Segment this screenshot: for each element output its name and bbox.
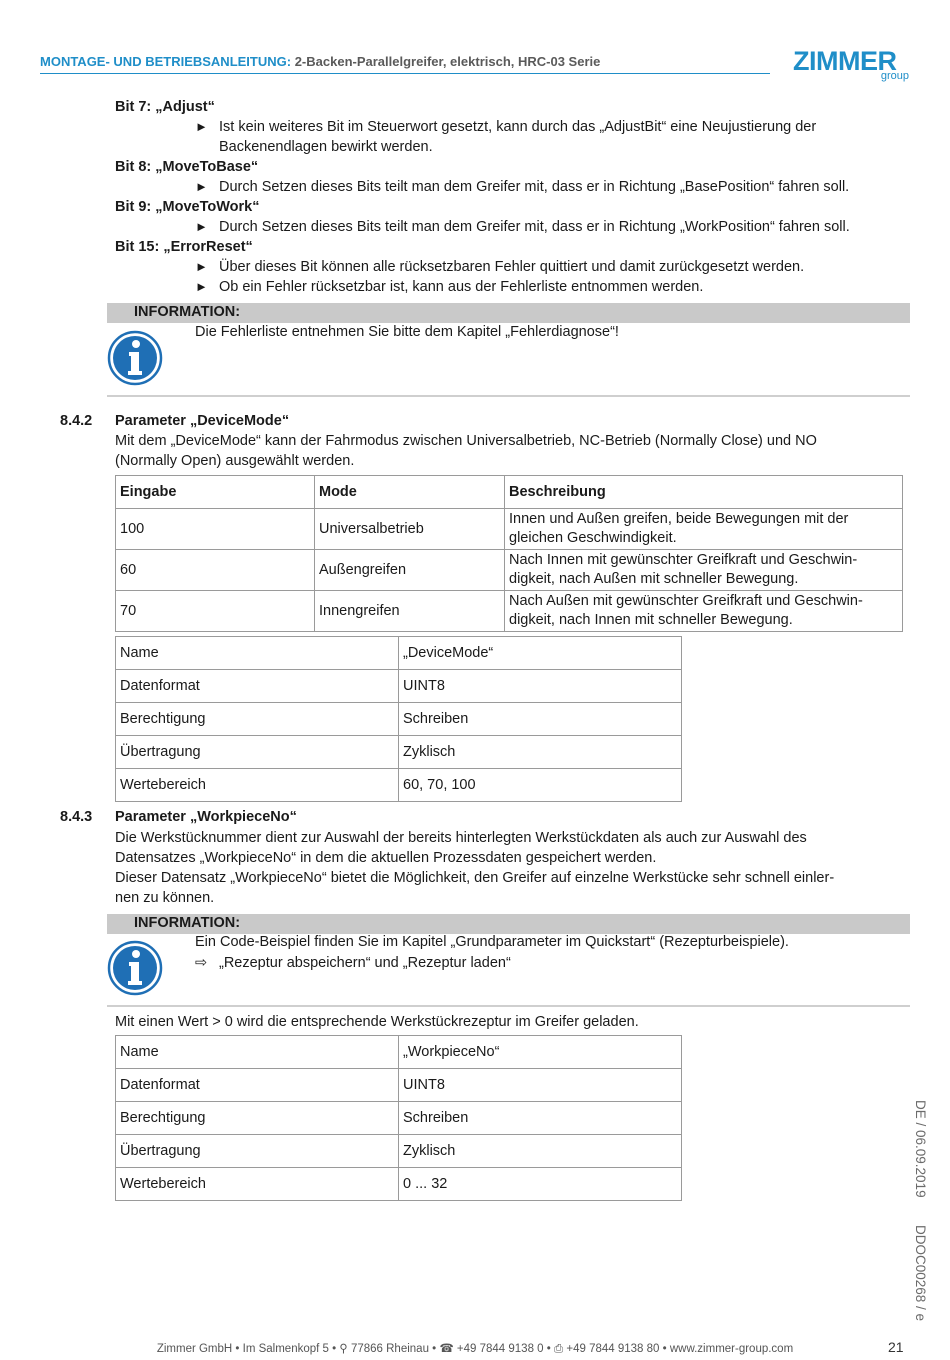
info-separator — [107, 1005, 910, 1007]
section-paragraph: Mit einen Wert > 0 wird die entsprechende Werkstückrezeptur im Greifer geladen. — [115, 1014, 639, 1030]
bit7-line: ► Ist kein weiteres Bit im Steuerwort gesetzt, kann durch das „AdjustBit“ eine Neujustierung der — [195, 119, 817, 135]
bullet-icon: ► — [195, 119, 208, 134]
header-title — [40, 54, 600, 69]
bit7-title: Bit 7: „Adjust“ — [115, 99, 215, 115]
bit9-title: Bit 9: „MoveToWork“ — [115, 199, 260, 215]
table-row — [116, 1036, 682, 1069]
table-header-cell: Eingabe — [116, 476, 315, 509]
table-row — [116, 591, 903, 632]
table-cell: 60, 70, 100 — [399, 769, 682, 802]
table-cell: Schreiben — [399, 1102, 682, 1135]
table-cell: 0 ... 32 — [399, 1168, 682, 1201]
table-cell: Übertragung — [116, 736, 399, 769]
bit7-line-cont: Backenendlagen bewirkt werden. — [219, 139, 433, 155]
info-separator — [107, 395, 910, 397]
table-cell: Außengreifen — [315, 550, 505, 591]
table-row — [116, 769, 682, 802]
bit15-line-1: ► Über dieses Bit können alle rücksetzbaren Fehler quittiert und damit zurückgesetzt werden. — [195, 259, 805, 275]
table-row — [116, 1069, 682, 1102]
table-cell: Zyklisch — [399, 736, 682, 769]
table-row — [116, 703, 682, 736]
table-cell: Wertebereich — [116, 1168, 399, 1201]
table-row — [116, 1135, 682, 1168]
bullet-icon: ► — [195, 279, 208, 294]
header-rule — [40, 73, 770, 74]
bit15-line-2: ► Ob ein Fehler rücksetzbar ist, kann aus der Fehlerliste entnommen werden. — [195, 279, 704, 295]
table-cell: Nach Innen mit gewünschter Greifkraft und Geschwin- digkeit, nach Außen mit schneller Bewegung. — [505, 550, 903, 591]
document-date: DE / 06.09.2019 — [913, 1100, 928, 1198]
table-row — [116, 637, 682, 670]
arrow-right-icon: ⇨ — [195, 955, 208, 971]
table-row — [116, 1102, 682, 1135]
table-cell: Datenformat — [116, 670, 399, 703]
zimmer-logo — [793, 46, 913, 90]
table-cell: Zyklisch — [399, 1135, 682, 1168]
table-cell: Innengreifen — [315, 591, 505, 632]
table-header-row — [116, 476, 903, 509]
table-cell: Name — [116, 637, 399, 670]
table-row — [116, 1168, 682, 1201]
info-text-link: ⇨ „Rezeptur abspeichern“ und „Rezeptur laden“ — [195, 955, 511, 971]
device-mode-properties-table — [115, 636, 682, 802]
section-paragraph: Die Werkstücknummer dient zur Auswahl der bereits hinterlegten Werkstückdaten als auch zur Auswahl des — [115, 830, 807, 846]
table-cell: Datenformat — [116, 1069, 399, 1102]
section-paragraph: Datensatzes „WorkpieceNo“ in dem die aktuellen Prozessdaten gespeichert werden. — [115, 850, 657, 866]
section-paragraph: (Normally Open) ausgewählt werden. — [115, 453, 355, 469]
logo-word: ZIMMER — [793, 46, 897, 76]
table-cell: Berechtigung — [116, 703, 399, 736]
table-cell: „DeviceMode“ — [399, 637, 682, 670]
bit9-line: ► Durch Setzen dieses Bits teilt man dem Greifer mit, dass er in Richtung „WorkPosition“ fahren soll. — [195, 219, 850, 235]
bullet-icon: ► — [195, 259, 208, 274]
table-cell: Innen und Außen greifen, beide Bewegungen mit der gleichen Geschwindigkeit. — [505, 509, 903, 550]
info-label: INFORMATION: — [134, 304, 241, 320]
section-title: Parameter „WorkpieceNo“ — [115, 809, 297, 825]
table-row — [116, 670, 682, 703]
info-bar — [107, 914, 910, 934]
section-paragraph: Dieser Datensatz „WorkpieceNo“ bietet die Möglichkeit, den Greifer auf einzelne Werkstücke sehr schnell einler- — [115, 870, 835, 886]
logo-sub: group — [880, 70, 909, 82]
table-row — [116, 736, 682, 769]
table-cell: 100 — [116, 509, 315, 550]
document-number: DDOC00268 / e — [913, 1225, 928, 1322]
info-icon — [107, 330, 163, 386]
workpiece-properties-table — [115, 1035, 682, 1201]
table-cell: Universalbetrieb — [315, 509, 505, 550]
info-bar — [107, 303, 910, 323]
table-cell: Wertebereich — [116, 769, 399, 802]
info-text: Die Fehlerliste entnehmen Sie bitte dem Kapitel „Fehlerdiagnose“! — [195, 324, 619, 340]
table-row — [116, 509, 903, 550]
section-paragraph: nen zu können. — [115, 890, 215, 906]
bit15-title: Bit 15: „ErrorReset“ — [115, 239, 253, 255]
page-number: 21 — [888, 1339, 904, 1355]
footer: Zimmer GmbH • Im Salmenkopf 5 • ⚲ 77866 Rheinau • ☎ +49 7844 9138 0 • ⎙ +49 7844 9138 80 • www.zimmer-group.com — [156, 1343, 794, 1355]
info-label: INFORMATION: — [134, 915, 241, 931]
section-number: 8.4.2 — [60, 413, 93, 429]
info-text: Ein Code-Beispiel finden Sie im Kapitel „Grundparameter im Quickstart“ (Rezepturbeispiele). — [195, 934, 789, 950]
table-cell: UINT8 — [399, 1069, 682, 1102]
section-number: 8.4.3 — [60, 809, 93, 825]
table-row — [116, 550, 903, 591]
bit8-title: Bit 8: „MoveToBase“ — [115, 159, 259, 175]
table-cell: 60 — [116, 550, 315, 591]
table-cell: Schreiben — [399, 703, 682, 736]
section-title: Parameter „DeviceMode“ — [115, 413, 290, 429]
table-cell: UINT8 — [399, 670, 682, 703]
table-header-cell: Beschreibung — [505, 476, 903, 509]
bit8-line: ► Durch Setzen dieses Bits teilt man dem Greifer mit, dass er in Richtung „BasePosition“ fahren soll. — [195, 179, 850, 195]
bullet-icon: ► — [195, 219, 208, 234]
table-cell: „WorkpieceNo“ — [399, 1036, 682, 1069]
table-cell: 70 — [116, 591, 315, 632]
section-paragraph: Mit dem „DeviceMode“ kann der Fahrmodus zwischen Universalbetrieb, NC-Betrieb (Normally Close) und NO — [115, 433, 817, 449]
info-icon — [107, 940, 163, 996]
header-title-rest: 2-Backen-Parallelgreifer, elektrisch, HRC-03 Serie — [294, 54, 601, 69]
bullet-icon: ► — [195, 179, 208, 194]
table-cell: Nach Außen mit gewünschter Greifkraft und Geschwin- digkeit, nach Innen mit schneller Bewegung. — [505, 591, 903, 632]
side-margin-text — [906, 1100, 928, 1322]
header-title-prefix: MONTAGE- UND BETRIEBSANLEITUNG: — [40, 54, 295, 69]
table-cell: Berechtigung — [116, 1102, 399, 1135]
table-cell: Name — [116, 1036, 399, 1069]
device-mode-table — [115, 475, 903, 632]
table-cell: Übertragung — [116, 1135, 399, 1168]
table-header-cell: Mode — [315, 476, 505, 509]
